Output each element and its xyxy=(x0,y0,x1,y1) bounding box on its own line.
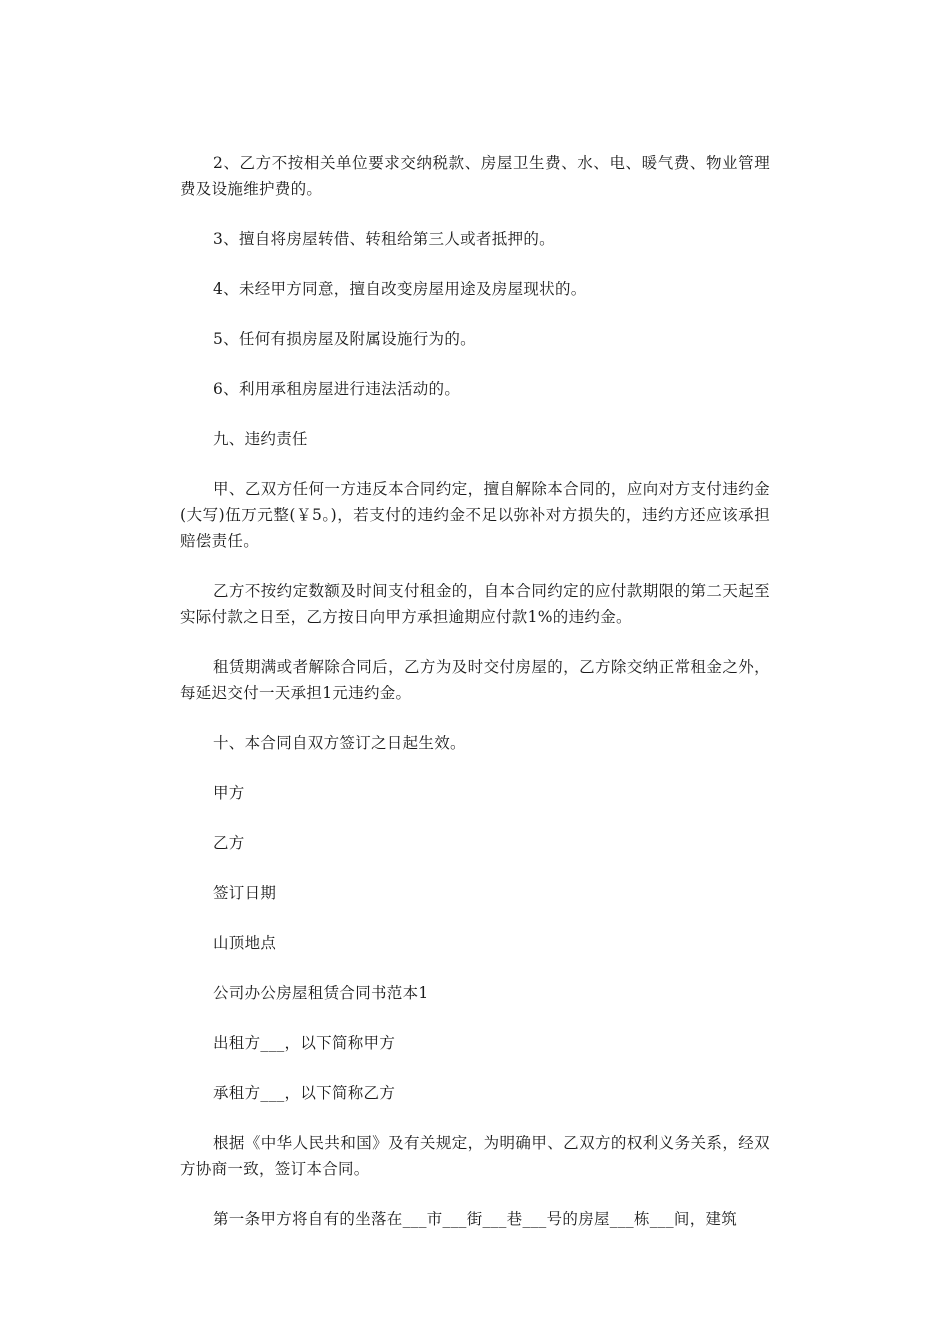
clause-item-5: 5、任何有损房屋及附属设施行为的。 xyxy=(213,330,476,348)
section-heading-effective: 十、本合同自双方签订之日起生效。 xyxy=(213,734,466,752)
breach-paragraph-late-handover: 租赁期满或者解除合同后，乙方为及时交付房屋的，乙方除交纳正常租金之外，每延迟交付一天承担1元违约金。 xyxy=(180,658,770,702)
signature-date: 签订日期 xyxy=(213,884,277,902)
clause-item-2: 2、乙方不按相关单位要求交纳税款、房屋卫生费、水、电、暖气费、物业管理费及设施维护费的。 xyxy=(180,154,770,198)
section-heading-breach-liability: 九、违约责任 xyxy=(213,430,308,448)
signature-party-a: 甲方 xyxy=(213,784,245,802)
preamble-paragraph: 根据《中华人民共和国》及有关规定，为明确甲、乙双方的权利义务关系，经双方协商一致，签订本合同。 xyxy=(180,1134,770,1178)
lessor-line: 出租方___，以下简称甲方 xyxy=(213,1034,396,1052)
signature-location: 山顶地点 xyxy=(213,934,277,952)
breach-paragraph-late-rent: 乙方不按约定数额及时间支付租金的，自本合同约定的应付款期限的第二天起至实际付款之日至，乙方按日向甲方承担逾期应付款1%的违约金。 xyxy=(180,582,770,626)
document-body xyxy=(180,150,770,1256)
clause-item-6: 6、利用承租房屋进行违法活动的。 xyxy=(213,380,461,398)
article-one-paragraph: 第一条甲方将自有的坐落在___市___街___巷___号的房屋___栋___间，建筑 xyxy=(213,1210,738,1228)
clause-item-3: 3、擅自将房屋转借、转租给第三人或者抵押的。 xyxy=(213,230,555,248)
clause-item-4: 4、未经甲方同意，擅自改变房屋用途及房屋现状的。 xyxy=(213,280,587,298)
contract-title: 公司办公房屋租赁合同书范本1 xyxy=(213,984,429,1002)
lessee-line: 承租方___，以下简称乙方 xyxy=(213,1084,396,1102)
signature-party-b: 乙方 xyxy=(213,834,245,852)
breach-paragraph-termination: 甲、乙双方任何一方违反本合同约定，擅自解除本合同的，应向对方支付违约金(大写)伍万元整(￥5。)，若支付的违约金不足以弥补对方损失的，违约方还应该承担赔偿责任。 xyxy=(180,480,770,550)
